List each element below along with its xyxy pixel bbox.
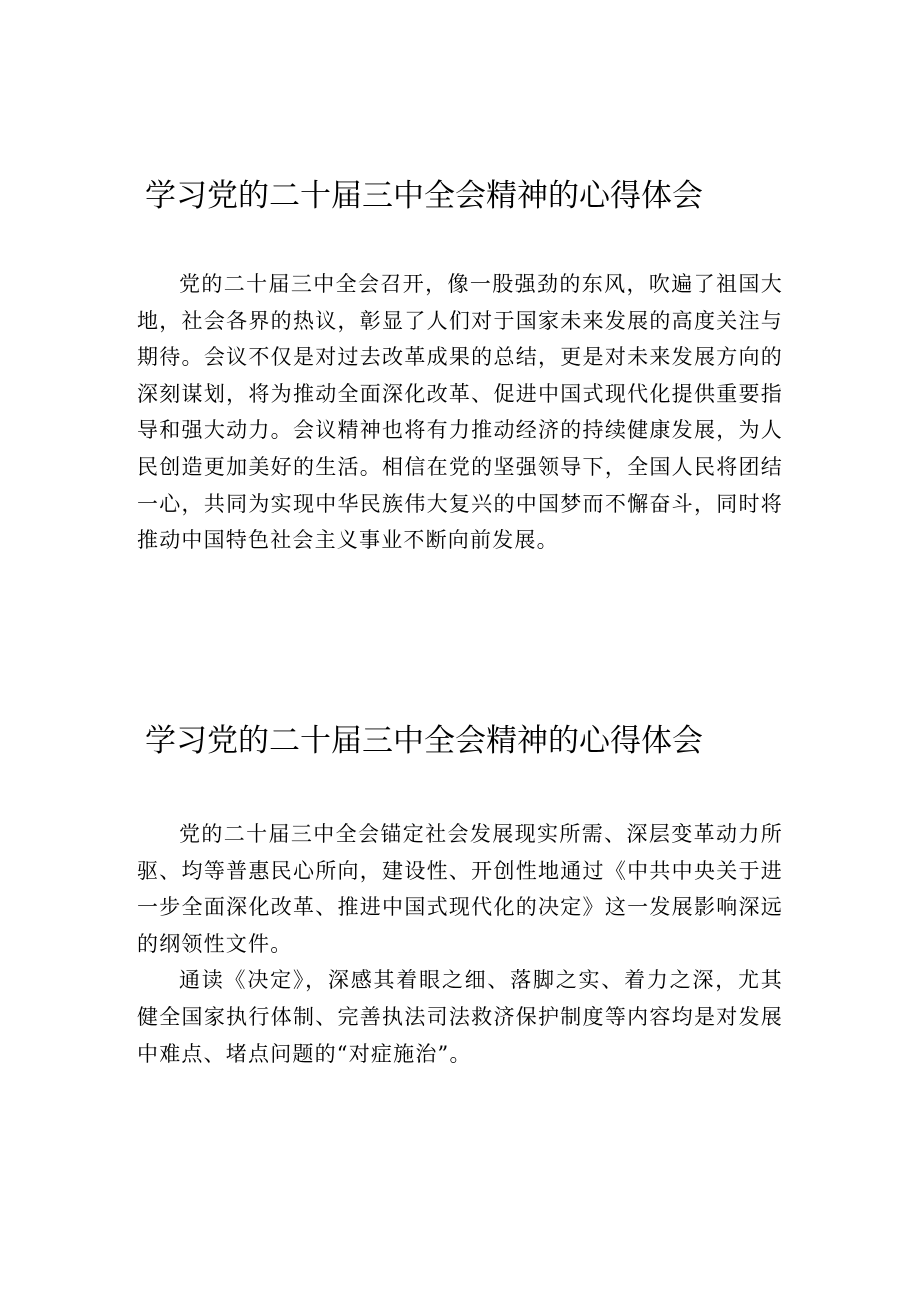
section-2-body: [137, 816, 783, 1072]
section-2-paragraph-1: 党的二十届三中全会锚定社会发展现实所需、深层变革动力所驱、均等普惠民心所向，建设性、开创性地通过《中共中央关于进一步全面深化改革、推进中国式现代化的决定》这一发展影响深远的纲领性文件。: [137, 822, 783, 956]
section-2-title: 学习党的二十届三中全会精神的心得体会: [145, 723, 703, 759]
section-1-body: [137, 266, 783, 559]
section-1-title: 学习党的二十届三中全会精神的心得体会: [145, 178, 703, 214]
section-2-paragraph-2: 通读《决定》，深感其着眼之细、落脚之实、着力之深，尤其健全国家执行体制、完善执法司法救济保护制度等内容均是对发展中难点、堵点问题的“对症施治”。: [137, 968, 783, 1066]
section-1-paragraph-1: 党的二十届三中全会召开，像一股强劲的东风，吹遍了祖国大地，社会各界的热议，彰显了人们对于国家未来发展的高度关注与期待。会议不仅是对过去改革成果的总结，更是对未来发展方向的深刻谋划，将为推动全面深化改革、促进中国式现代化提供重要指导和强大动力。会议精神也将有力推动经济的持续健康发展，为人民创造更加美好的生活。相信在党的坚强领导下，全国人民将团结一心，共同为实现中华民族伟大复兴的中国梦而不懈奋斗，同时将推动中国特色社会主义事业不断向前发展。: [137, 272, 783, 553]
